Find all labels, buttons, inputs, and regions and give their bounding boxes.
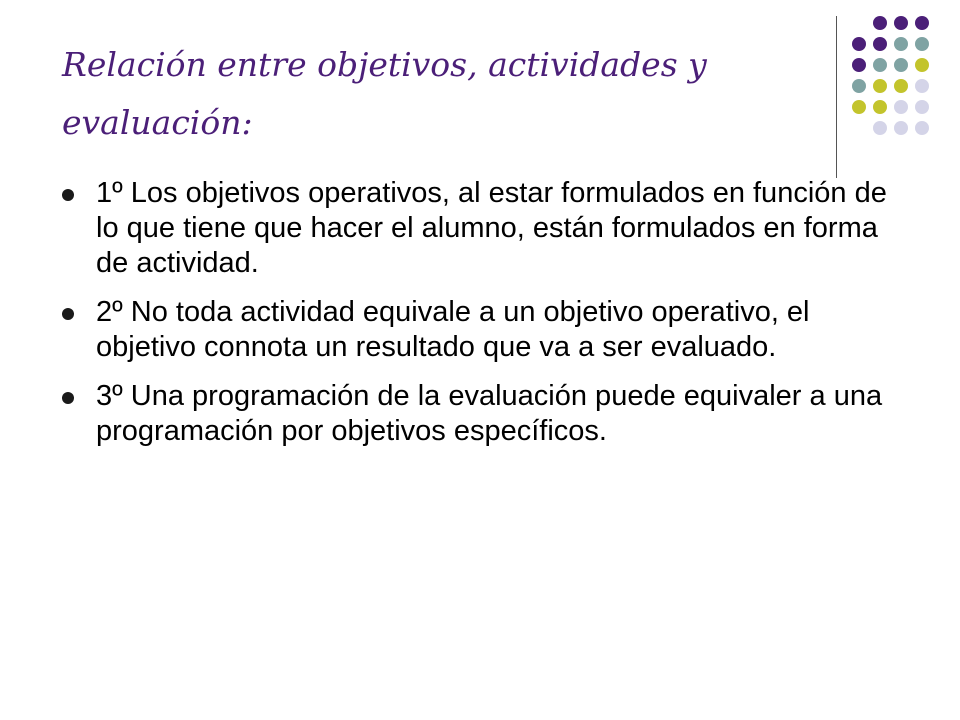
decorative-dot <box>915 121 929 135</box>
decorative-dot <box>852 79 866 93</box>
bullet-item <box>62 295 892 365</box>
title-divider-line <box>836 16 837 178</box>
decorative-dot <box>873 37 887 51</box>
decorative-dot <box>894 37 908 51</box>
decorative-dot <box>915 16 929 30</box>
decorative-dot <box>915 37 929 51</box>
bullet-icon <box>62 308 74 320</box>
bullet-icon <box>62 392 74 404</box>
decorative-dot <box>873 16 887 30</box>
bullet-item <box>62 176 892 281</box>
slide-title: Relación entre objetivos, actividades y evaluación: <box>62 45 707 142</box>
decorative-dot <box>894 79 908 93</box>
bullet-item <box>62 379 892 449</box>
decorative-dot <box>852 100 866 114</box>
bullet-text: 3º Una programación de la evaluación puede equivaler a una programación por objetivos específicos. <box>96 380 883 447</box>
decorative-dot <box>873 79 887 93</box>
bullet-text: 1º Los objetivos operativos, al estar formulados en función de lo que tiene que hacer el alumno, están formulados en forma de actividad. <box>96 177 887 279</box>
decorative-dot <box>894 121 908 135</box>
decorative-dot <box>915 58 929 72</box>
bullet-icon <box>62 189 74 201</box>
decorative-dot <box>852 58 866 72</box>
decorative-dot <box>894 58 908 72</box>
decorative-dot <box>915 79 929 93</box>
decorative-dot-grid <box>848 14 958 154</box>
decorative-dot <box>894 100 908 114</box>
bullet-text: 2º No toda actividad equivale a un objetivo operativo, el objetivo connota un resultado que va a ser evaluado. <box>96 296 810 363</box>
bullet-list <box>62 176 892 463</box>
decorative-dot <box>894 16 908 30</box>
decorative-dot <box>852 37 866 51</box>
decorative-dot <box>873 121 887 135</box>
decorative-dot <box>873 100 887 114</box>
decorative-dot <box>915 100 929 114</box>
decorative-dot <box>873 58 887 72</box>
